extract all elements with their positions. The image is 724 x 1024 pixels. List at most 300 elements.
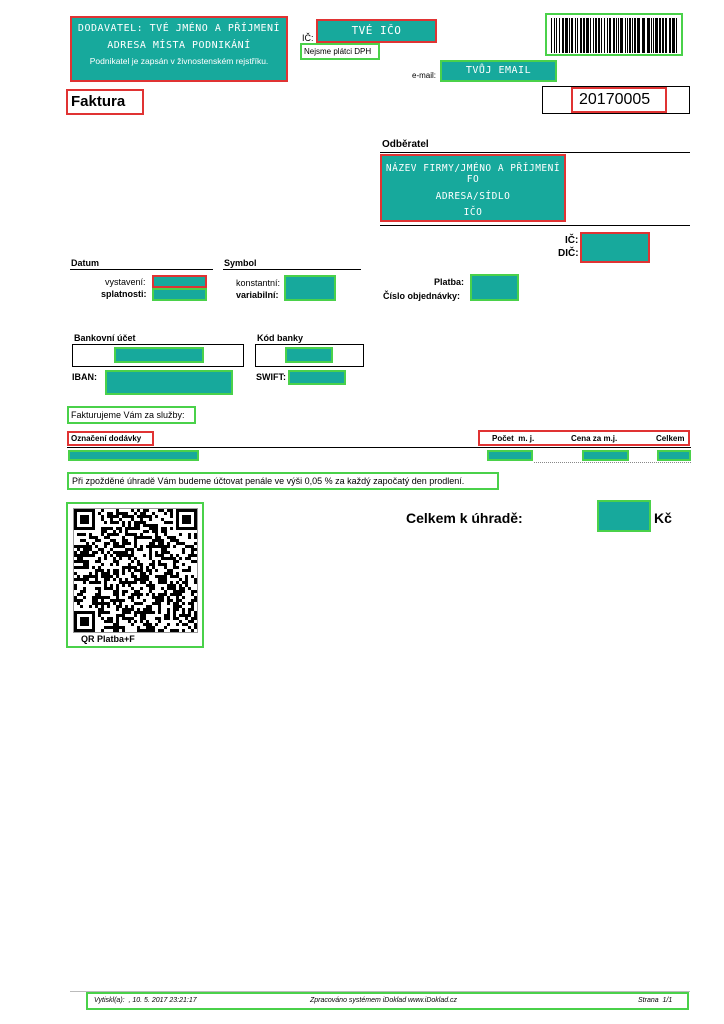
qr-module [146, 530, 149, 533]
barcode-graphic [550, 18, 680, 53]
qr-module [134, 590, 137, 593]
qr-module [86, 542, 89, 545]
qr-module [104, 530, 107, 533]
qr-module [92, 518, 95, 521]
qr-module [143, 509, 146, 512]
qr-module [80, 611, 83, 614]
qr-module [86, 566, 89, 569]
qr-module [164, 545, 167, 548]
qr-module [98, 539, 101, 542]
qr-module [134, 533, 137, 536]
qr-module [95, 587, 98, 590]
qr-module [188, 515, 191, 518]
qr-module [149, 524, 152, 527]
qr-module [134, 569, 137, 572]
qr-module [134, 527, 137, 530]
qr-module [152, 566, 155, 569]
qr-module [149, 581, 152, 584]
qr-module [104, 545, 107, 548]
barcode-bar [571, 18, 573, 53]
qr-module [143, 512, 146, 515]
qr-module [158, 629, 161, 632]
qr-module [95, 560, 98, 563]
qr-module [152, 584, 155, 587]
qr-module [182, 518, 185, 521]
qr-module [125, 542, 128, 545]
qr-module [110, 518, 113, 521]
qr-module [119, 551, 122, 554]
qr-module [131, 605, 134, 608]
qr-module [107, 596, 110, 599]
qr-module [158, 539, 161, 542]
qr-module [122, 581, 125, 584]
qr-module [146, 608, 149, 611]
qr-module [146, 605, 149, 608]
qr-module [137, 611, 140, 614]
qr-module [182, 623, 185, 626]
qr-module [125, 548, 128, 551]
qr-module [194, 515, 197, 518]
qr-module [119, 599, 122, 602]
qr-module [110, 512, 113, 515]
payment-method-label: Platba: [434, 277, 465, 287]
qr-module [89, 575, 92, 578]
qr-module [74, 545, 77, 548]
qr-module [74, 566, 77, 569]
issued-label: vystavení: [105, 277, 146, 287]
qr-module [92, 509, 95, 512]
qr-module [92, 620, 95, 623]
qr-module [116, 575, 119, 578]
qr-module [179, 620, 182, 623]
qr-module [98, 596, 101, 599]
qr-module [131, 548, 134, 551]
qr-module [188, 614, 191, 617]
qr-module [173, 590, 176, 593]
qr-module [140, 593, 143, 596]
qr-module [116, 587, 119, 590]
email-field: TVŮJ EMAIL [440, 60, 557, 82]
swift-field [288, 370, 346, 385]
qr-module [119, 545, 122, 548]
qr-module [164, 566, 167, 569]
column-unit-price: Cena za m.j. [571, 434, 618, 443]
payment-fields [470, 274, 519, 301]
qr-module [98, 614, 101, 617]
symbol-fields [284, 275, 336, 301]
qr-module [194, 524, 197, 527]
qr-module [158, 620, 161, 623]
qr-module [125, 617, 128, 620]
barcode-bar [672, 18, 675, 53]
qr-module [164, 617, 167, 620]
qr-module [170, 527, 173, 530]
qr-module [131, 509, 134, 512]
qr-module [152, 587, 155, 590]
qr-module [188, 521, 191, 524]
iban-label: IBAN: [72, 372, 97, 382]
qr-module [176, 515, 179, 518]
qr-module [107, 536, 110, 539]
qr-module [173, 563, 176, 566]
qr-module [182, 614, 185, 617]
qr-module [140, 515, 143, 518]
qr-module [146, 593, 149, 596]
qr-module [173, 614, 176, 617]
qr-module [149, 527, 152, 530]
qr-module [98, 590, 101, 593]
qr-module [140, 572, 143, 575]
qr-module [83, 623, 86, 626]
item-quantity-field [487, 450, 533, 461]
qr-module [110, 533, 113, 536]
qr-module [137, 569, 140, 572]
qr-module [158, 611, 161, 614]
qr-module [173, 536, 176, 539]
footer-system: Zpracováno systémem iDoklad www.iDoklad.cz [310, 997, 458, 1004]
qr-module [77, 554, 80, 557]
qr-module [116, 623, 119, 626]
qr-module [104, 620, 107, 623]
qr-module [134, 620, 137, 623]
qr-module [116, 590, 119, 593]
qr-module [116, 551, 119, 554]
qr-module [140, 533, 143, 536]
qr-module [83, 554, 86, 557]
barcode-bar [634, 18, 636, 53]
qr-module [125, 527, 128, 530]
qr-module [122, 515, 125, 518]
qr-module [86, 554, 89, 557]
qr-module [194, 578, 197, 581]
qr-module [74, 617, 77, 620]
qr-module [107, 512, 110, 515]
qr-module [188, 587, 191, 590]
qr-module [83, 515, 86, 518]
qr-module [152, 602, 155, 605]
qr-module [158, 596, 161, 599]
qr-module [98, 593, 101, 596]
customer-address: ADRESA/SÍDLO [435, 191, 511, 202]
qr-module [92, 611, 95, 614]
qr-module [155, 530, 158, 533]
qr-module [191, 575, 194, 578]
qr-module [86, 548, 89, 551]
qr-module [161, 527, 164, 530]
qr-module [92, 521, 95, 524]
qr-module [167, 596, 170, 599]
qr-module [104, 587, 107, 590]
qr-module [143, 524, 146, 527]
qr-module [185, 614, 188, 617]
qr-module [176, 602, 179, 605]
qr-module [137, 527, 140, 530]
qr-module [134, 611, 137, 614]
qr-module [83, 578, 86, 581]
qr-module [143, 536, 146, 539]
qr-module [158, 599, 161, 602]
qr-module [173, 545, 176, 548]
qr-module [188, 554, 191, 557]
qr-module [98, 581, 101, 584]
qr-module [170, 587, 173, 590]
qr-module [173, 557, 176, 560]
qr-module [146, 629, 149, 632]
qr-module [86, 509, 89, 512]
qr-payment-block [66, 502, 204, 648]
qr-module [161, 578, 164, 581]
qr-module [194, 596, 197, 599]
qr-module [77, 575, 80, 578]
qr-module [113, 602, 116, 605]
qr-module [164, 590, 167, 593]
qr-module [143, 608, 146, 611]
qr-module [77, 527, 80, 530]
qr-module [158, 617, 161, 620]
qr-module [74, 614, 77, 617]
qr-module [176, 509, 179, 512]
qr-module [134, 542, 137, 545]
qr-module [128, 581, 131, 584]
qr-module [140, 620, 143, 623]
qr-module [122, 611, 125, 614]
qr-module [152, 530, 155, 533]
qr-module [128, 527, 131, 530]
qr-module [164, 572, 167, 575]
qr-module [149, 557, 152, 560]
qr-module [92, 554, 95, 557]
qr-module [116, 560, 119, 563]
total-amount-field [597, 500, 651, 532]
qr-module [176, 581, 179, 584]
qr-module [182, 596, 185, 599]
qr-module [116, 629, 119, 632]
qr-module [188, 545, 191, 548]
qr-module [161, 545, 164, 548]
qr-module [185, 545, 188, 548]
qr-module [179, 599, 182, 602]
qr-module [113, 629, 116, 632]
qr-module [188, 557, 191, 560]
qr-module [128, 557, 131, 560]
qr-module [158, 509, 161, 512]
qr-module [104, 584, 107, 587]
qr-module [191, 620, 194, 623]
qr-module [173, 584, 176, 587]
column-total: Celkem [656, 434, 685, 443]
qr-module [131, 617, 134, 620]
qr-module [77, 566, 80, 569]
supplier-block [70, 16, 288, 82]
qr-module [167, 545, 170, 548]
qr-module [113, 623, 116, 626]
qr-module [119, 527, 122, 530]
qr-module [167, 584, 170, 587]
barcode-bar [669, 18, 671, 53]
qr-module [128, 515, 131, 518]
qr-module [161, 518, 164, 521]
qr-module [170, 536, 173, 539]
qr-module [164, 614, 167, 617]
qr-module [92, 566, 95, 569]
barcode-bar [632, 18, 633, 53]
qr-module [173, 605, 176, 608]
invoice-number: 20170005 [571, 87, 667, 113]
qr-module [122, 629, 125, 632]
qr-module [185, 521, 188, 524]
qr-module [125, 539, 128, 542]
qr-module [155, 524, 158, 527]
qr-module [128, 542, 131, 545]
qr-module [149, 515, 152, 518]
qr-module [155, 575, 158, 578]
qr-module [140, 629, 143, 632]
qr-module [110, 620, 113, 623]
qr-module [137, 593, 140, 596]
qr-module [194, 512, 197, 515]
customer-ic-label: IČ: [565, 235, 579, 246]
qr-module [104, 575, 107, 578]
qr-module [164, 548, 167, 551]
qr-module [149, 554, 152, 557]
qr-module [164, 527, 167, 530]
qr-module [134, 614, 137, 617]
invoice-title: Faktura [66, 89, 144, 115]
qr-module [149, 572, 152, 575]
qr-module [113, 542, 116, 545]
qr-module [140, 536, 143, 539]
qr-module [137, 509, 140, 512]
qr-module [77, 602, 80, 605]
qr-module [176, 539, 179, 542]
qr-module [161, 551, 164, 554]
qr-module [125, 533, 128, 536]
qr-module [125, 512, 128, 515]
qr-module [152, 539, 155, 542]
qr-module [131, 593, 134, 596]
qr-module [167, 587, 170, 590]
qr-module [161, 548, 164, 551]
barcode-bar [676, 18, 677, 53]
qr-module [86, 578, 89, 581]
qr-module [89, 611, 92, 614]
qr-module [140, 548, 143, 551]
qr-module [158, 602, 161, 605]
qr-module [122, 545, 125, 548]
qr-module [122, 554, 125, 557]
qr-module [131, 560, 134, 563]
qr-module [137, 521, 140, 524]
qr-module [140, 611, 143, 614]
qr-module [74, 596, 77, 599]
qr-module [146, 569, 149, 572]
qr-module [113, 521, 116, 524]
qr-module [95, 596, 98, 599]
qr-module [179, 533, 182, 536]
qr-module [158, 563, 161, 566]
qr-module [191, 629, 194, 632]
qr-module [101, 605, 104, 608]
qr-module [110, 554, 113, 557]
qr-module [80, 566, 83, 569]
qr-module [74, 521, 77, 524]
qr-module [74, 611, 77, 614]
qr-module [167, 602, 170, 605]
qr-module [134, 578, 137, 581]
qr-module [176, 608, 179, 611]
qr-module [194, 542, 197, 545]
qr-module [182, 587, 185, 590]
qr-module [194, 617, 197, 620]
qr-module [131, 527, 134, 530]
qr-module [131, 566, 134, 569]
qr-module [170, 581, 173, 584]
qr-module [119, 530, 122, 533]
qr-module [155, 515, 158, 518]
qr-module [119, 557, 122, 560]
qr-module [116, 563, 119, 566]
qr-module [113, 557, 116, 560]
qr-module [101, 515, 104, 518]
qr-module [125, 611, 128, 614]
qr-module [101, 611, 104, 614]
qr-module [80, 539, 83, 542]
qr-module [146, 545, 149, 548]
qr-module [83, 566, 86, 569]
qr-module [188, 611, 191, 614]
qr-module [137, 536, 140, 539]
qr-module [194, 536, 197, 539]
qr-module [194, 611, 197, 614]
qr-module [83, 560, 86, 563]
qr-module [116, 512, 119, 515]
qr-module [83, 590, 86, 593]
qr-module [122, 512, 125, 515]
barcode-bar [662, 18, 664, 53]
qr-module [116, 596, 119, 599]
qr-module [101, 596, 104, 599]
qr-module [86, 545, 89, 548]
barcode-bar [577, 18, 578, 53]
qr-module [116, 533, 119, 536]
qr-module [137, 548, 140, 551]
qr-module [149, 542, 152, 545]
qr-module [128, 533, 131, 536]
qr-module [77, 611, 80, 614]
qr-module [131, 533, 134, 536]
qr-module [98, 566, 101, 569]
qr-module [146, 536, 149, 539]
qr-module [191, 593, 194, 596]
qr-module [74, 524, 77, 527]
qr-module [164, 557, 167, 560]
qr-module [134, 557, 137, 560]
qr-module [101, 602, 104, 605]
qr-module [146, 611, 149, 614]
qr-module [110, 617, 113, 620]
qr-module [158, 578, 161, 581]
qr-module [191, 617, 194, 620]
items-header-rule [67, 447, 691, 448]
qr-module [119, 581, 122, 584]
qr-module [80, 590, 83, 593]
qr-module [173, 608, 176, 611]
qr-module [116, 620, 119, 623]
qr-module [182, 581, 185, 584]
qr-module [83, 575, 86, 578]
qr-module [161, 509, 164, 512]
qr-module [131, 572, 134, 575]
